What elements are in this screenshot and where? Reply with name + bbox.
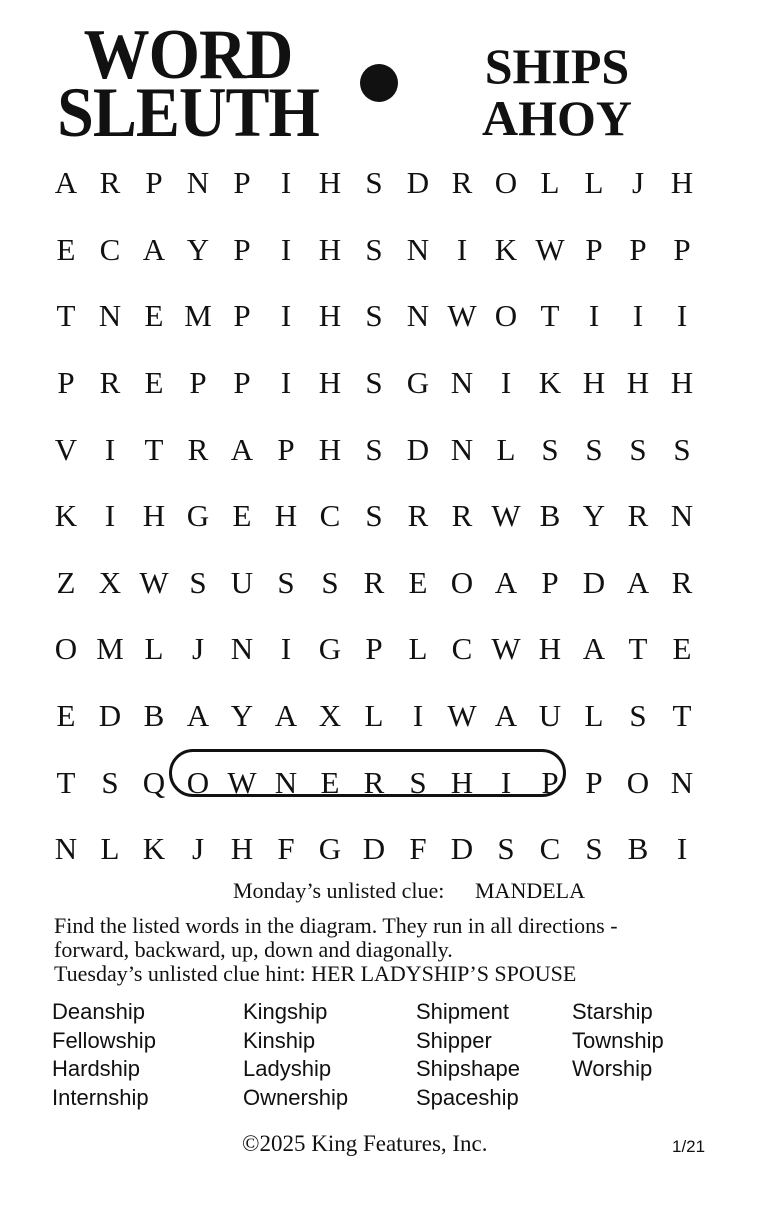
grid-cell[interactable]: I	[500, 365, 512, 401]
grid-cell[interactable]: G	[186, 498, 210, 534]
grid-cell[interactable]: P	[233, 231, 251, 267]
grid-cell[interactable]: K	[538, 365, 562, 401]
grid-cell[interactable]: N	[670, 764, 694, 800]
grid-cell[interactable]: L	[408, 631, 428, 667]
grid-cell[interactable]: K	[54, 498, 78, 534]
word-item: Deanship	[52, 999, 145, 1024]
grid-cell[interactable]: P	[57, 365, 75, 401]
grid-cell[interactable]: U	[230, 564, 254, 600]
word-item: Hardship	[52, 1056, 141, 1081]
grid-cell[interactable]: O	[626, 764, 650, 800]
grid-cell[interactable]: A	[582, 631, 606, 667]
grid-cell[interactable]: X	[98, 564, 122, 600]
grid-cell[interactable]: I	[104, 431, 116, 467]
title-line-1: WORD	[83, 15, 293, 95]
grid-cell[interactable]: D	[450, 831, 474, 867]
word-item: Worship	[572, 1056, 653, 1081]
grid-cell[interactable]: H	[318, 231, 342, 267]
grid-cell[interactable]: R	[363, 764, 385, 800]
grid-cell[interactable]: E	[672, 631, 692, 667]
grid-cell[interactable]: S	[673, 431, 691, 467]
copyright: ©2025 King Features, Inc.	[242, 1131, 488, 1156]
grid-cell[interactable]: I	[280, 298, 292, 334]
grid-cell[interactable]: S	[277, 564, 295, 600]
monday-clue-answer: MANDELA	[475, 878, 585, 903]
grid-cell[interactable]: P	[585, 764, 603, 800]
grid-cell[interactable]: D	[98, 698, 122, 734]
grid-cell[interactable]: E	[320, 764, 340, 800]
tuesday-hint-answer: HER LADYSHIP’S SPOUSE	[311, 961, 577, 986]
word-column-3	[416, 998, 520, 1112]
grid-cell[interactable]: S	[365, 498, 383, 534]
grid-cell[interactable]: V	[54, 431, 78, 467]
grid-cell[interactable]: E	[408, 564, 428, 600]
grid-cell[interactable]: C	[451, 631, 473, 667]
grid-cell[interactable]: C	[539, 831, 561, 867]
grid-cell[interactable]: R	[187, 431, 209, 467]
grid-cell[interactable]: P	[365, 631, 383, 667]
word-item: Internship	[52, 1084, 149, 1110]
grid-cell[interactable]: O	[450, 564, 474, 600]
grid-cell[interactable]: E	[232, 498, 252, 534]
grid-cell[interactable]: H	[538, 631, 562, 667]
grid-cell[interactable]: O	[494, 298, 518, 334]
grid-cell[interactable]: T	[540, 298, 560, 334]
grid-cell[interactable]: E	[56, 698, 76, 734]
grid-cell[interactable]: I	[412, 698, 424, 734]
grid-cell[interactable]: N	[54, 831, 78, 867]
grid-cell[interactable]: I	[500, 764, 512, 800]
grid-cell[interactable]: Q	[142, 764, 166, 800]
grid-cell[interactable]: H	[626, 365, 650, 401]
grid-cell[interactable]: R	[451, 165, 473, 201]
grid-cell[interactable]: M	[96, 631, 124, 667]
grid-cell[interactable]: W	[447, 298, 477, 334]
grid-cell[interactable]: N	[406, 298, 430, 334]
grid-cell[interactable]: X	[318, 698, 342, 734]
word-column-2	[243, 998, 348, 1112]
grid-cell[interactable]: P	[233, 298, 251, 334]
grid-cell[interactable]: Y	[230, 698, 254, 734]
grid-cell[interactable]: S	[365, 165, 383, 201]
grid-cell[interactable]: P	[585, 231, 603, 267]
grid-cell[interactable]: H	[670, 165, 694, 201]
grid-cell[interactable]: W	[491, 631, 521, 667]
word-item: Shipper	[416, 1027, 492, 1053]
grid-cell[interactable]: T	[672, 698, 692, 734]
grid-cell[interactable]: D	[406, 165, 430, 201]
grid-cell[interactable]: A	[494, 564, 518, 600]
grid-cell[interactable]: B	[539, 498, 561, 534]
grid-cell[interactable]: P	[233, 365, 251, 401]
grid-cell[interactable]: N	[450, 431, 474, 467]
grid-cell[interactable]: J	[191, 831, 205, 867]
grid-cell[interactable]: W	[535, 231, 565, 267]
grid-cell[interactable]: I	[280, 631, 292, 667]
puzzle-theme	[452, 40, 662, 144]
word-item: Township	[572, 1027, 664, 1053]
grid-cell[interactable]: D	[582, 564, 606, 600]
grid-cell[interactable]: K	[494, 231, 518, 267]
grid-cell[interactable]: P	[541, 764, 559, 800]
page-number: 1/21	[672, 1137, 706, 1156]
word-column-4	[572, 998, 664, 1084]
grid-cell[interactable]: O	[494, 165, 518, 201]
grid-cell[interactable]: R	[407, 498, 429, 534]
grid-cell[interactable]: P	[233, 165, 251, 201]
title-bullet-dot	[360, 64, 398, 102]
theme-line-1: SHIPS	[484, 38, 630, 94]
grid-cell[interactable]: A	[54, 165, 78, 201]
grid-cell[interactable]: D	[362, 831, 386, 867]
grid-cell[interactable]: E	[144, 298, 164, 334]
grid-cell[interactable]: H	[142, 498, 166, 534]
grid-cell[interactable]: I	[456, 231, 468, 267]
grid-cell[interactable]: A	[494, 698, 518, 734]
grid-cell[interactable]: R	[99, 365, 121, 401]
grid-cell[interactable]: H	[274, 498, 298, 534]
grid-cell[interactable]: S	[321, 564, 339, 600]
grid-cell[interactable]: S	[497, 831, 515, 867]
grid-cell[interactable]: N	[98, 298, 122, 334]
grid-cell[interactable]: A	[230, 431, 254, 467]
word-item: Shipshape	[416, 1056, 520, 1081]
grid-cell[interactable]: W	[139, 564, 169, 600]
grid-cell[interactable]: H	[318, 298, 342, 334]
grid-cell[interactable]: S	[629, 431, 647, 467]
grid-cell[interactable]: S	[101, 764, 119, 800]
grid-cell[interactable]: P	[629, 231, 647, 267]
grid-cell[interactable]: Z	[56, 564, 76, 600]
grid-cell[interactable]: I	[280, 165, 292, 201]
grid-cell[interactable]: P	[189, 365, 207, 401]
grid-cell[interactable]: J	[191, 631, 205, 667]
grid-cell[interactable]: P	[673, 231, 691, 267]
grid-cell[interactable]: G	[318, 831, 342, 867]
word-item: Kinship	[243, 1027, 316, 1053]
title-line-2: SLEUTH	[57, 73, 319, 153]
grid-cell[interactable]: A	[626, 564, 650, 600]
grid-cell[interactable]: H	[450, 764, 474, 800]
grid-cell[interactable]: J	[631, 165, 645, 201]
grid-cell[interactable]: R	[99, 165, 121, 201]
grid-cell[interactable]: L	[144, 631, 164, 667]
grid-cell[interactable]: S	[409, 764, 427, 800]
monday-clue-label: Monday’s unlisted clue:	[233, 878, 445, 903]
grid-cell[interactable]: N	[274, 764, 298, 800]
word-column-1	[52, 998, 156, 1112]
grid-cell[interactable]: Y	[186, 231, 210, 267]
grid-cell[interactable]: K	[142, 831, 166, 867]
grid-cell[interactable]: H	[318, 165, 342, 201]
word-item: Shipment	[416, 999, 509, 1024]
grid-cell[interactable]: S	[585, 431, 603, 467]
grid-cell[interactable]: W	[227, 764, 257, 800]
word-item: Starship	[572, 999, 653, 1024]
grid-cell[interactable]: R	[627, 498, 649, 534]
instructions-line-1: Find the listed words in the diagram. They run in all directions -	[54, 913, 618, 938]
instructions-line-2: forward, backward, up, down and diagonally.	[54, 937, 453, 962]
grid-cell[interactable]: L	[496, 431, 516, 467]
grid-cell[interactable]: P	[145, 165, 163, 201]
grid-cell[interactable]: O	[54, 631, 78, 667]
grid-cell[interactable]: N	[186, 165, 210, 201]
grid-cell[interactable]: I	[280, 365, 292, 401]
grid-cell[interactable]: S	[585, 831, 603, 867]
grid-cell[interactable]: I	[588, 298, 600, 334]
grid-cell[interactable]: S	[629, 698, 647, 734]
grid-cell[interactable]: L	[540, 165, 560, 201]
grid-cell[interactable]: R	[451, 498, 473, 534]
grid-cell[interactable]: C	[99, 231, 121, 267]
grid-cell[interactable]: F	[409, 831, 427, 867]
grid-cell[interactable]: P	[277, 431, 295, 467]
grid-cell[interactable]: E	[144, 365, 164, 401]
grid-cell[interactable]: U	[538, 698, 562, 734]
grid-cell[interactable]: R	[363, 564, 385, 600]
grid-cell[interactable]: N	[670, 498, 694, 534]
grid-cell[interactable]: I	[104, 498, 116, 534]
grid-cell[interactable]: S	[365, 365, 383, 401]
grid-cell[interactable]: G	[318, 631, 342, 667]
grid-cell[interactable]: I	[676, 298, 688, 334]
grid-cell[interactable]: E	[56, 231, 76, 267]
grid-cell[interactable]: S	[365, 298, 383, 334]
grid-cell[interactable]: N	[406, 231, 430, 267]
word-item: Fellowship	[52, 1027, 156, 1053]
grid-cell[interactable]: O	[186, 764, 210, 800]
tuesday-hint-label: Tuesday’s unlisted clue hint:	[54, 961, 306, 986]
circled-word-ownership	[169, 749, 566, 797]
grid-cell[interactable]: T	[56, 764, 76, 800]
tuesday-hint	[54, 962, 734, 986]
grid-cell[interactable]: C	[319, 498, 341, 534]
grid-cell[interactable]: L	[100, 831, 120, 867]
grid-cell[interactable]: H	[670, 365, 694, 401]
grid-cell[interactable]: T	[56, 298, 76, 334]
grid-cell[interactable]: M	[184, 298, 212, 334]
grid-cell[interactable]: I	[676, 831, 688, 867]
grid-cell[interactable]: P	[541, 564, 559, 600]
grid-cell[interactable]: N	[230, 631, 254, 667]
grid-cell[interactable]: F	[277, 831, 295, 867]
grid-cell[interactable]: H	[318, 365, 342, 401]
grid-cell[interactable]: L	[584, 698, 604, 734]
puzzle-title	[40, 15, 336, 153]
grid-cell[interactable]: S	[365, 231, 383, 267]
instructions	[54, 914, 734, 986]
grid-cell[interactable]: B	[143, 698, 165, 734]
grid-cell[interactable]: H	[318, 431, 342, 467]
grid-cell[interactable]: A	[142, 231, 166, 267]
grid-cell[interactable]: H	[582, 365, 606, 401]
grid-cell[interactable]: H	[230, 831, 254, 867]
grid-cell[interactable]: W	[447, 698, 477, 734]
grid-cell[interactable]: G	[406, 365, 430, 401]
grid-cell[interactable]: D	[406, 431, 430, 467]
grid-cell[interactable]: L	[364, 698, 384, 734]
word-item: Ownership	[243, 1084, 349, 1110]
grid-cell[interactable]: W	[491, 498, 521, 534]
grid-cell[interactable]: S	[541, 431, 559, 467]
grid-cell[interactable]: T	[628, 631, 648, 667]
grid-cell[interactable]: B	[627, 831, 649, 867]
grid-cell[interactable]: Y	[582, 498, 606, 534]
grid-cell[interactable]: L	[584, 165, 604, 201]
grid-cell[interactable]: A	[274, 698, 298, 734]
grid-cell[interactable]: I	[632, 298, 644, 334]
grid-cell[interactable]: T	[144, 431, 164, 467]
word-item: Kingship	[243, 999, 328, 1024]
word-item: Spaceship	[416, 1084, 519, 1110]
word-list	[52, 998, 732, 1118]
grid-cell[interactable]: A	[186, 698, 210, 734]
grid-cell[interactable]: I	[280, 231, 292, 267]
grid-cell[interactable]: S	[189, 564, 207, 600]
theme-line-2: AHOY	[482, 90, 632, 146]
grid-cell[interactable]: S	[365, 431, 383, 467]
grid-cell[interactable]: R	[671, 564, 693, 600]
grid-cell[interactable]: N	[450, 365, 474, 401]
word-item: Ladyship	[243, 1056, 332, 1081]
